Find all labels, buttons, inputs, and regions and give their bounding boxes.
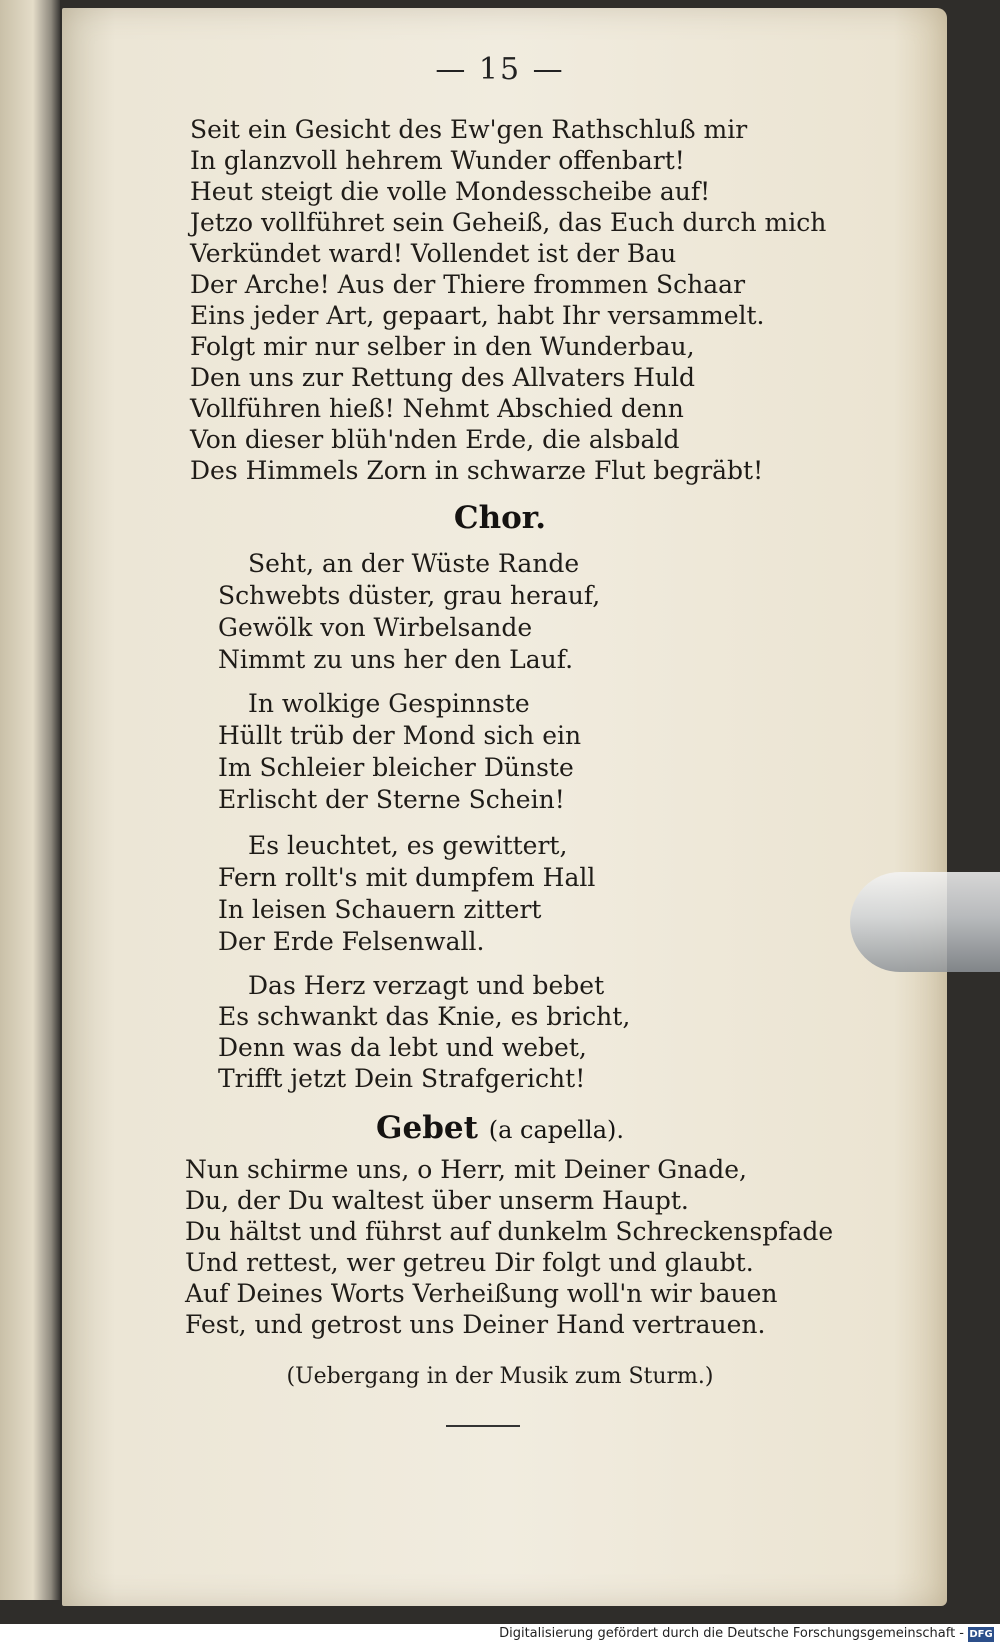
- chor-line: Es leuchtet, es gewittert,: [248, 831, 568, 860]
- verse-line: Eins jeder Art, gepaart, habt Ihr versammelt.: [190, 301, 765, 330]
- verse-line: Heut steigt die volle Mondesscheibe auf!: [190, 177, 711, 206]
- end-rule: [446, 1425, 520, 1427]
- gebet-line: Du hältst und führst auf dunkelm Schreckenspfade: [185, 1217, 834, 1246]
- chor-line: Denn was da lebt und webet,: [218, 1033, 587, 1062]
- gebet-line: Nun schirme uns, o Herr, mit Deiner Gnade,: [185, 1155, 747, 1184]
- verse-line: Verkündet ward! Vollendet ist der Bau: [190, 239, 677, 268]
- verse-line: Von dieser blüh'nden Erde, die alsbald: [190, 425, 680, 454]
- chor-line: In wolkige Gespinnste: [248, 689, 530, 718]
- chor-line: Schwebts düster, grau herauf,: [218, 581, 601, 610]
- verse-line: Des Himmels Zorn in schwarze Flut begräbt!: [190, 456, 764, 485]
- verse-line: Seit ein Gesicht des Ew'gen Rathschluß mir: [190, 115, 748, 144]
- verse-line: Jetzo vollführet sein Geheiß, das Euch durch mich: [190, 208, 827, 237]
- chor-line: Erlischt der Sterne Schein!: [218, 785, 565, 814]
- chor-line: Es schwankt das Knie, es bricht,: [218, 1002, 631, 1031]
- chor-line: Der Erde Felsenwall.: [218, 927, 485, 956]
- stage-direction: (Uebergang in der Musik zum Sturm.): [286, 1364, 714, 1389]
- chor-heading: Chor.: [453, 500, 547, 536]
- chor-line: Hüllt trüb der Mond sich ein: [218, 721, 582, 750]
- gebet-title: Gebet: [376, 1110, 478, 1146]
- gebet-line: Du, der Du waltest über unserm Haupt.: [185, 1186, 689, 1215]
- gebet-line: Und rettest, wer getreu Dir folgt und glaubt.: [185, 1248, 754, 1277]
- gebet-heading: [0, 1110, 1000, 1146]
- chor-line: Nimmt zu uns her den Lauf.: [218, 645, 574, 674]
- verse-line: Der Arche! Aus der Thiere frommen Schaar: [190, 270, 746, 299]
- chor-line: Im Schleier bleicher Dünste: [218, 753, 574, 782]
- chor-line: Gewölk von Wirbelsande: [218, 613, 533, 642]
- gebet-line: Auf Deines Worts Verheißung woll'n wir bauen: [185, 1279, 778, 1308]
- verse-line: In glanzvoll hehrem Wunder offenbart!: [190, 146, 685, 175]
- left-page-edge: [0, 0, 60, 1600]
- chor-line: Das Herz verzagt und bebet: [248, 971, 605, 1000]
- verse-line: Den uns zur Rettung des Allvaters Huld: [190, 363, 696, 392]
- verse-line: Vollführen hieß! Nehmt Abschied denn: [190, 394, 684, 423]
- chor-line: Seht, an der Wüste Rande: [248, 549, 580, 578]
- footer-bar: [0, 1624, 1000, 1646]
- gebet-note: (a capella).: [488, 1116, 624, 1144]
- page-number: — 15 —: [435, 52, 565, 87]
- chor-line: Trifft jetzt Dein Strafgericht!: [218, 1064, 586, 1093]
- verse-line: Folgt mir nur selber in den Wunderbau,: [190, 332, 695, 361]
- chor-line: In leisen Schauern zittert: [218, 895, 542, 924]
- chor-line: Fern rollt's mit dumpfem Hall: [218, 863, 596, 892]
- funding-credit: Digitalisierung gefördert durch die Deutsche Forschungsgemeinschaft -: [499, 1626, 964, 1641]
- gebet-line: Fest, und getrost uns Deiner Hand vertrauen.: [185, 1310, 766, 1339]
- page-clip: [850, 872, 1000, 972]
- dfg-logo: DFG: [969, 1629, 993, 1640]
